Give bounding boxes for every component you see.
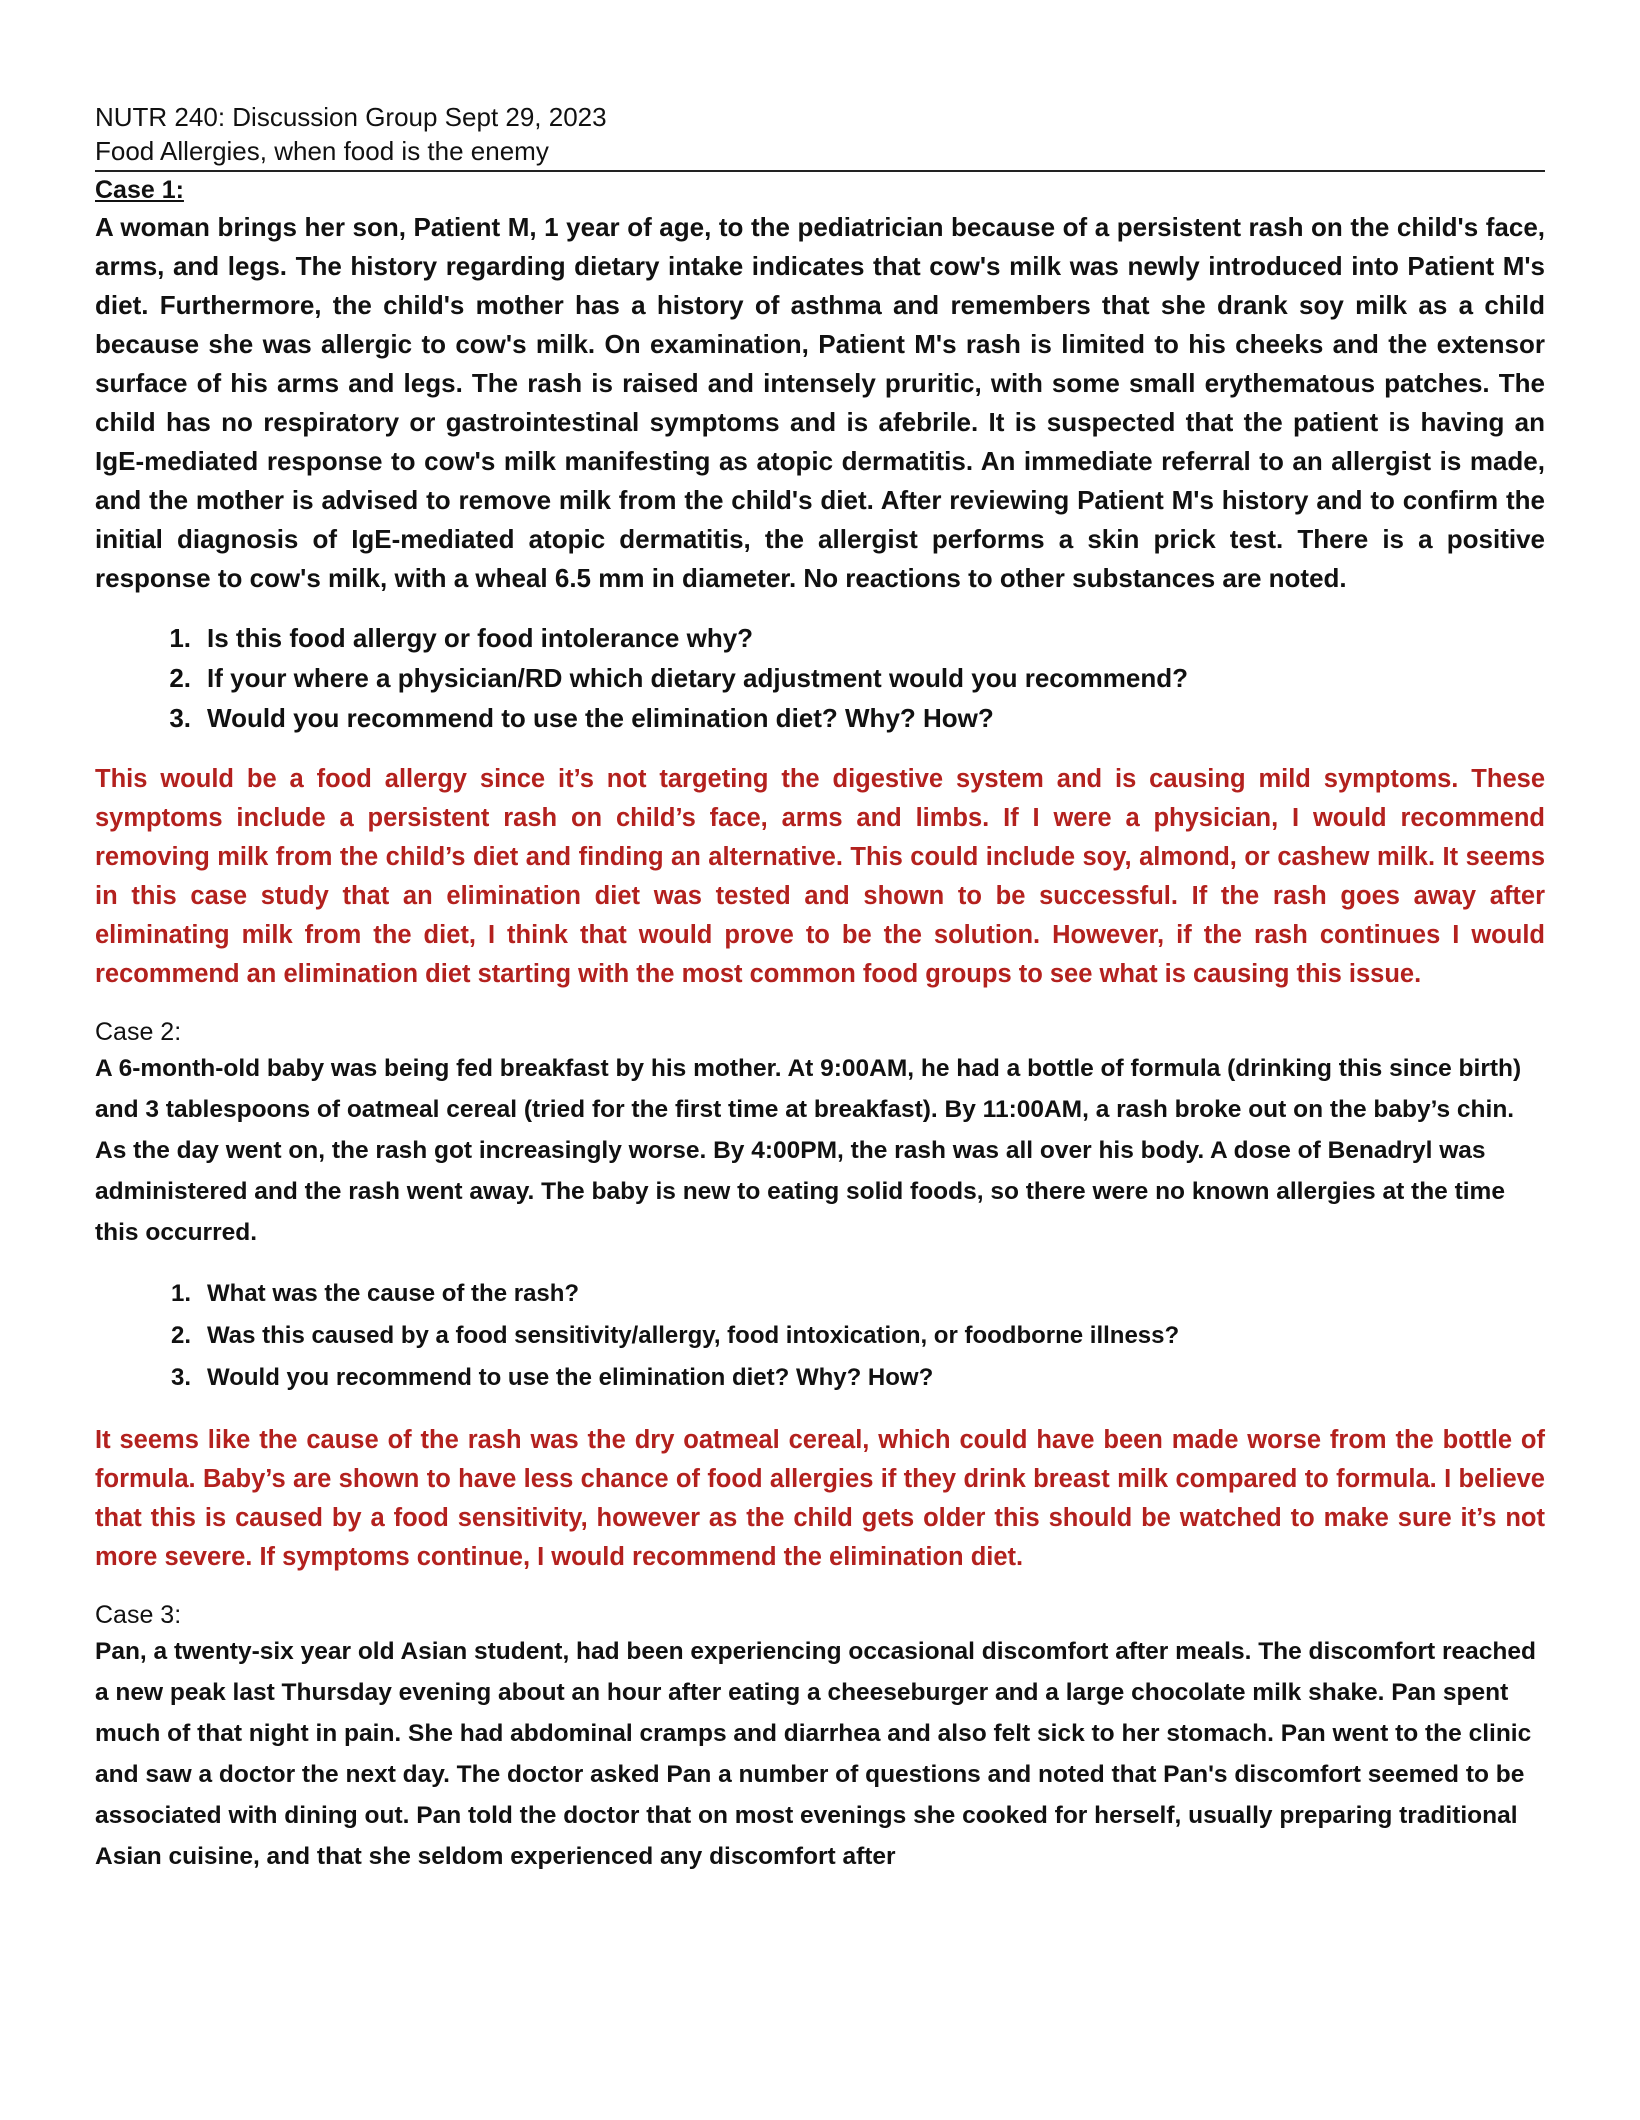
- document-content: [95, 100, 1545, 1877]
- case3-section: [95, 1599, 1545, 1877]
- question-number: 3.: [169, 703, 191, 733]
- question-text: What was the cause of the rash?: [207, 1280, 580, 1307]
- case1-text: A woman brings her son, Patient M, 1 year of age, to the pediatrician because of a persistent rash on the child's face, arms, and legs. The history regarding dietary intake indicates that cow's milk was newly introduced into Patient M's diet. Furthermore, the child's mother has a history of asthma and remembers that she drank soy milk as a child because she was allergic to cow's milk. On examination, Patient M's rash is limited to his cheeks and the extensor surface of his arms and legs. The rash is raised and intensely pruritic, with some small erythematous patches. The child has no respiratory or gastrointestinal symptoms and is afebrile. It is suspected that the patient is having an IgE-mediated response to cow's milk manifesting as atopic dermatitis. An immediate referral to an allergist is made, and the mother is advised to remove milk from the child's diet. After reviewing Patient M's history and to confirm the initial diagnosis of IgE-mediated atopic dermatitis, the allergist performs a skin prick test. There is a positive response to cow's milk, with a wheal 6.5 mm in diameter. No reactions to other substances are noted.: [95, 212, 1545, 593]
- question-text: Would you recommend to use the elimination diet? Why? How?: [207, 703, 994, 733]
- case2-questions: [95, 1273, 1545, 1399]
- question-number: 1.: [170, 1280, 191, 1307]
- question-text: Would you recommend to use the elimination diet? Why? How?: [207, 1364, 934, 1391]
- question-number: 3.: [170, 1364, 191, 1391]
- question-number: 2.: [170, 1322, 191, 1349]
- case1-answer: This would be a food allergy since it’s not targeting the digestive system and is causing mild symptoms. These symptoms include a persistent rash on child’s face, arms and limbs. If I were a physician, I would recommend removing milk from the child’s diet and finding an alternative. This could include soy, almond, or cashew milk. It seems in this case study that an elimination diet was tested and shown to be successful. If the rash goes away after eliminating milk from the diet, I think that would prove to be the solution. However, if the rash continues I would recommend an elimination diet starting with the most common food groups to see what is causing this issue.: [95, 765, 1545, 988]
- case1-questions: [95, 618, 1545, 738]
- case3-title: Case 3:: [95, 1601, 182, 1629]
- question-item: [95, 658, 1545, 698]
- case3-text: Pan, a twenty-six year old Asian student, had been experiencing occasional discomfort after meals. The discomfort reached a new peak last Thursday evening about an hour after eating a cheeseburger and a large chocolate milk shake. Pan spent much of that night in pain. She had abdominal cramps and diarrhea and also felt sick to her stomach. Pan went to the clinic and saw a doctor the next day. The doctor asked Pan a number of questions and noted that Pan's discomfort seemed to be associated with dining out. Pan told the doctor that on most evenings she cooked for herself, usually preparing traditional Asian cuisine, and that she seldom experienced any discomfort after: [95, 1638, 1536, 1870]
- question-item: [95, 1315, 1545, 1357]
- question-text: If your where a physician/RD which dietary adjustment would you recommend?: [207, 663, 1188, 693]
- question-text: Was this caused by a food sensitivity/allergy, food intoxication, or foodborne illness?: [207, 1322, 1180, 1349]
- case2-title: Case 2:: [95, 1018, 182, 1046]
- case1-title: Case 1:: [95, 176, 184, 204]
- question-number: 2.: [169, 663, 191, 693]
- course-header: NUTR 240: Discussion Group Sept 29, 2023: [95, 102, 607, 132]
- question-number: 1.: [169, 623, 191, 653]
- topic-header: Food Allergies, when food is the enemy: [95, 136, 549, 166]
- question-text: Is this food allergy or food intolerance why?: [207, 623, 754, 653]
- case2-answer: It seems like the cause of the rash was the dry oatmeal cereal, which could have been made worse from the bottle of formula. Baby’s are shown to have less chance of food allergies if they drink breast milk compared to formula. I believe that this is caused by a food sensitivity, however as the child gets older this should be watched to make sure it’s not more severe. If symptoms continue, I would recommend the elimination diet.: [95, 1426, 1545, 1571]
- question-item: [95, 1273, 1545, 1315]
- header-divider: [95, 170, 1545, 172]
- question-item: [95, 1357, 1545, 1399]
- question-item: [95, 698, 1545, 738]
- case2-text: A 6-month-old baby was being fed breakfast by his mother. At 9:00AM, he had a bottle of formula (drinking this since birth) and 3 tablespoons of oatmeal cereal (tried for the first time at breakfast). By 11:00AM, a rash broke out on the baby’s chin. As the day went on, the rash got increasingly worse. By 4:00PM, the rash was all over his body. A dose of Benadryl was administered and the rash went away. The baby is new to eating solid foods, so there were no known allergies at the time this occurred.: [95, 1055, 1522, 1246]
- case2-section: [95, 1016, 1545, 1577]
- question-item: [95, 618, 1545, 658]
